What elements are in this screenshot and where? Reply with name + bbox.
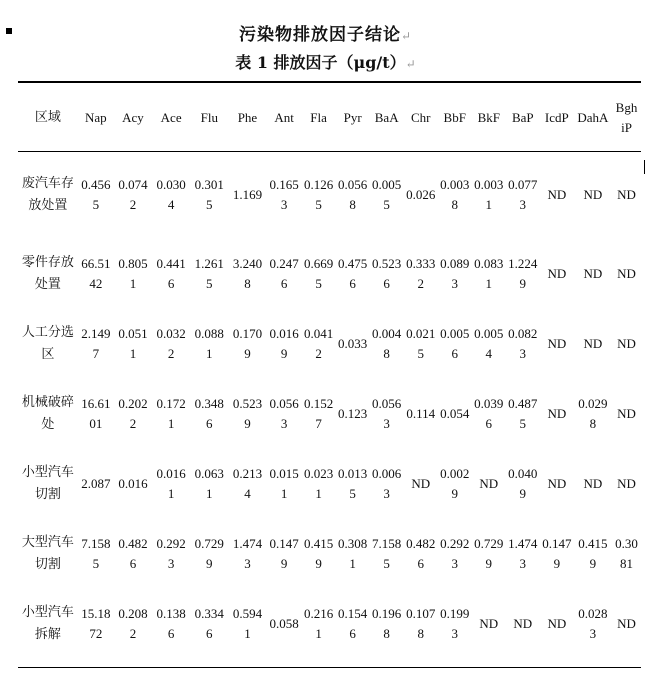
value-cell: 0.3486 bbox=[194, 396, 224, 431]
value-cell: ND bbox=[479, 476, 499, 491]
value-cell: 3.2408 bbox=[232, 256, 263, 291]
table-row bbox=[18, 239, 641, 309]
paragraph-mark: ↵ bbox=[405, 57, 416, 71]
value-cell: ND bbox=[617, 406, 636, 421]
value-cell: 0.0412 bbox=[303, 326, 334, 361]
value-cell: 0.0231 bbox=[303, 466, 334, 501]
value-cell: 0.0563 bbox=[269, 396, 299, 431]
value-cell: 0.0511 bbox=[118, 326, 148, 361]
header-cell-region: 区域 bbox=[34, 109, 61, 125]
table-row bbox=[18, 519, 641, 589]
header-cell: BkF bbox=[477, 109, 500, 125]
value-cell: 0.1721 bbox=[156, 396, 186, 431]
row-label-cell: 大型汽车切割 bbox=[21, 535, 74, 572]
value-cell: ND bbox=[617, 336, 636, 351]
header-cell: IcdP bbox=[544, 109, 569, 125]
table-row bbox=[18, 151, 641, 239]
value-cell: 0.0063 bbox=[372, 466, 402, 501]
value-cell: 0.0831 bbox=[474, 256, 504, 291]
value-cell: ND bbox=[479, 616, 499, 631]
value-cell: ND bbox=[547, 266, 567, 281]
value-cell: ND bbox=[513, 616, 533, 631]
value-cell: ND bbox=[583, 336, 603, 351]
value-cell: 1.169 bbox=[232, 187, 263, 202]
header-cell: Ace bbox=[160, 109, 182, 125]
value-cell: ND bbox=[583, 476, 603, 491]
value-cell: 16.6101 bbox=[81, 396, 111, 431]
header-cell: BaP bbox=[511, 109, 534, 125]
value-cell: 0.2022 bbox=[118, 396, 148, 431]
value-cell: ND bbox=[583, 266, 603, 281]
value-cell: 0.3015 bbox=[194, 177, 224, 212]
header-cell: Flu bbox=[200, 109, 218, 125]
value-cell: 0.3081 bbox=[338, 536, 368, 571]
value-cell: 0.026 bbox=[406, 187, 436, 202]
value-cell: 0.0563 bbox=[372, 396, 402, 431]
value-cell: ND bbox=[411, 476, 431, 491]
value-cell: ND bbox=[547, 476, 567, 491]
value-cell: 0.054 bbox=[440, 406, 470, 421]
table-row bbox=[18, 379, 641, 449]
value-cell: 15.1872 bbox=[81, 606, 111, 641]
value-cell: 0.7299 bbox=[194, 536, 224, 571]
value-cell: 0.0568 bbox=[338, 177, 368, 212]
value-cell: 0.0304 bbox=[156, 177, 186, 212]
table-header-row bbox=[18, 84, 641, 151]
value-cell: ND bbox=[617, 476, 636, 491]
header-cell: Nap bbox=[85, 109, 107, 125]
value-cell: 0.1078 bbox=[406, 606, 436, 641]
value-cell: ND bbox=[583, 187, 603, 202]
value-cell: 0.8051 bbox=[118, 256, 148, 291]
value-cell: 0.4875 bbox=[508, 396, 538, 431]
value-cell: 0.4416 bbox=[156, 256, 186, 291]
value-cell: 0.1386 bbox=[156, 606, 186, 641]
value-cell: 7.1585 bbox=[81, 536, 111, 571]
value-cell: 0.0823 bbox=[508, 326, 538, 361]
value-cell: 0.0881 bbox=[194, 326, 224, 361]
value-cell: 2.1497 bbox=[81, 326, 111, 361]
header-cell: Phe bbox=[237, 109, 258, 125]
value-cell: 0.7299 bbox=[474, 536, 504, 571]
value-cell: 66.5142 bbox=[81, 256, 111, 291]
row-label-cell: 零件存放处置 bbox=[21, 255, 74, 292]
value-cell: 0.0029 bbox=[440, 466, 470, 501]
value-cell: 0.3346 bbox=[194, 606, 224, 641]
value-cell: 7.1585 bbox=[372, 536, 402, 571]
header-cell: Acy bbox=[122, 109, 144, 125]
value-cell: ND bbox=[617, 616, 636, 631]
value-cell: ND bbox=[617, 187, 636, 202]
value-cell: 0.2161 bbox=[303, 606, 334, 641]
value-cell: 0.114 bbox=[406, 406, 436, 421]
value-cell: 0.2923 bbox=[156, 536, 186, 571]
value-cell: 0.5941 bbox=[232, 606, 263, 641]
value-cell: 0.5239 bbox=[232, 396, 263, 431]
row-label-cell: 小型汽车切割 bbox=[21, 465, 74, 502]
value-cell: 0.0283 bbox=[578, 606, 608, 641]
value-cell: 0.5236 bbox=[372, 256, 402, 291]
value-cell: ND bbox=[547, 616, 567, 631]
row-label-cell: 人工分选区 bbox=[21, 325, 74, 362]
paragraph-mark: ↵ bbox=[400, 29, 413, 43]
header-cell: Pyr bbox=[343, 109, 362, 125]
header-cell: Fla bbox=[310, 109, 327, 125]
value-cell: 0.1993 bbox=[440, 606, 470, 641]
value-cell: 0.4159 bbox=[303, 536, 334, 571]
value-cell: 1.4743 bbox=[232, 536, 263, 571]
value-cell: 0.0048 bbox=[372, 326, 402, 361]
value-cell: 0.0056 bbox=[440, 326, 470, 361]
value-cell: 0.0322 bbox=[156, 326, 186, 361]
value-cell: 0.058 bbox=[269, 616, 299, 631]
value-cell: 0.2082 bbox=[118, 606, 148, 641]
value-cell: 0.4756 bbox=[338, 256, 368, 291]
value-cell: 0.2476 bbox=[269, 256, 299, 291]
value-cell: 0.1546 bbox=[338, 606, 368, 641]
value-cell: 0.4565 bbox=[81, 177, 111, 212]
value-cell: 0.4826 bbox=[118, 536, 148, 571]
header-cell: Chr bbox=[410, 109, 431, 125]
text-cursor bbox=[644, 160, 645, 174]
page-title bbox=[0, 20, 651, 45]
value-cell: 0.0409 bbox=[508, 466, 538, 501]
value-cell: 0.6695 bbox=[303, 256, 334, 291]
value-cell: 1.2615 bbox=[194, 256, 224, 291]
value-cell: 0.2134 bbox=[232, 466, 263, 501]
value-cell: ND bbox=[547, 187, 567, 202]
value-cell: 0.0161 bbox=[156, 466, 186, 501]
header-cell: BghiP bbox=[615, 99, 638, 135]
value-cell: 0.1479 bbox=[269, 536, 299, 571]
value-cell: 0.1709 bbox=[232, 326, 263, 361]
value-cell: 0.0151 bbox=[269, 466, 299, 501]
table-bottom-rule bbox=[18, 667, 641, 668]
value-cell: 0.0054 bbox=[474, 326, 504, 361]
value-cell: 0.1527 bbox=[303, 396, 334, 431]
header-cell: BbF bbox=[443, 109, 466, 125]
value-cell: 0.0631 bbox=[194, 466, 224, 501]
value-cell: ND bbox=[617, 266, 636, 281]
value-cell: 1.4743 bbox=[508, 536, 538, 571]
value-cell: ND bbox=[547, 336, 567, 351]
row-label-cell: 废汽车存放处置 bbox=[21, 176, 74, 213]
value-cell: 0.4159 bbox=[578, 536, 608, 571]
value-cell: 0.1968 bbox=[372, 606, 402, 641]
value-cell: 0.3332 bbox=[406, 256, 436, 291]
value-cell: 0.1265 bbox=[303, 177, 334, 212]
value-cell: 0.033 bbox=[338, 336, 368, 351]
value-cell: 0.0773 bbox=[508, 177, 538, 212]
value-cell: 0.0055 bbox=[372, 177, 402, 212]
header-cell: DahA bbox=[577, 109, 609, 125]
table-body bbox=[18, 151, 641, 659]
table-caption bbox=[0, 50, 651, 73]
value-cell: 0.1479 bbox=[542, 536, 572, 571]
value-cell: ND bbox=[547, 406, 567, 421]
value-cell: 0.0396 bbox=[474, 396, 504, 431]
value-cell: 2.087 bbox=[81, 476, 111, 491]
title-text: 污染物排放因子结论 bbox=[238, 25, 401, 45]
row-label-cell: 小型汽车拆解 bbox=[21, 605, 74, 642]
value-cell: 0.4826 bbox=[406, 536, 436, 571]
value-cell: 1.2249 bbox=[508, 256, 538, 291]
row-label-cell: 机械破碎处 bbox=[21, 395, 74, 432]
value-cell: 0.3081 bbox=[615, 536, 638, 571]
value-cell: 0.0742 bbox=[118, 177, 148, 212]
value-cell: 0.0169 bbox=[269, 326, 299, 361]
value-cell: 0.0038 bbox=[440, 177, 470, 212]
value-cell: 0.0893 bbox=[440, 256, 470, 291]
value-cell: 0.1653 bbox=[269, 177, 299, 212]
header-cell: BaA bbox=[374, 109, 399, 125]
table-row bbox=[18, 309, 641, 379]
table-top-rule bbox=[18, 81, 641, 83]
value-cell: 0.016 bbox=[118, 476, 148, 491]
caption-text: 表 1 排放因子（μg/t） bbox=[235, 53, 406, 72]
table-row bbox=[18, 449, 641, 519]
emission-factor-table bbox=[18, 84, 641, 659]
value-cell: 0.0031 bbox=[474, 177, 504, 212]
value-cell: 0.123 bbox=[338, 406, 368, 421]
table-row bbox=[18, 589, 641, 659]
value-cell: 0.0298 bbox=[578, 396, 608, 431]
header-cell: Ant bbox=[274, 109, 294, 125]
value-cell: 0.0135 bbox=[338, 466, 368, 501]
value-cell: 0.0215 bbox=[406, 326, 436, 361]
value-cell: 0.2923 bbox=[440, 536, 470, 571]
